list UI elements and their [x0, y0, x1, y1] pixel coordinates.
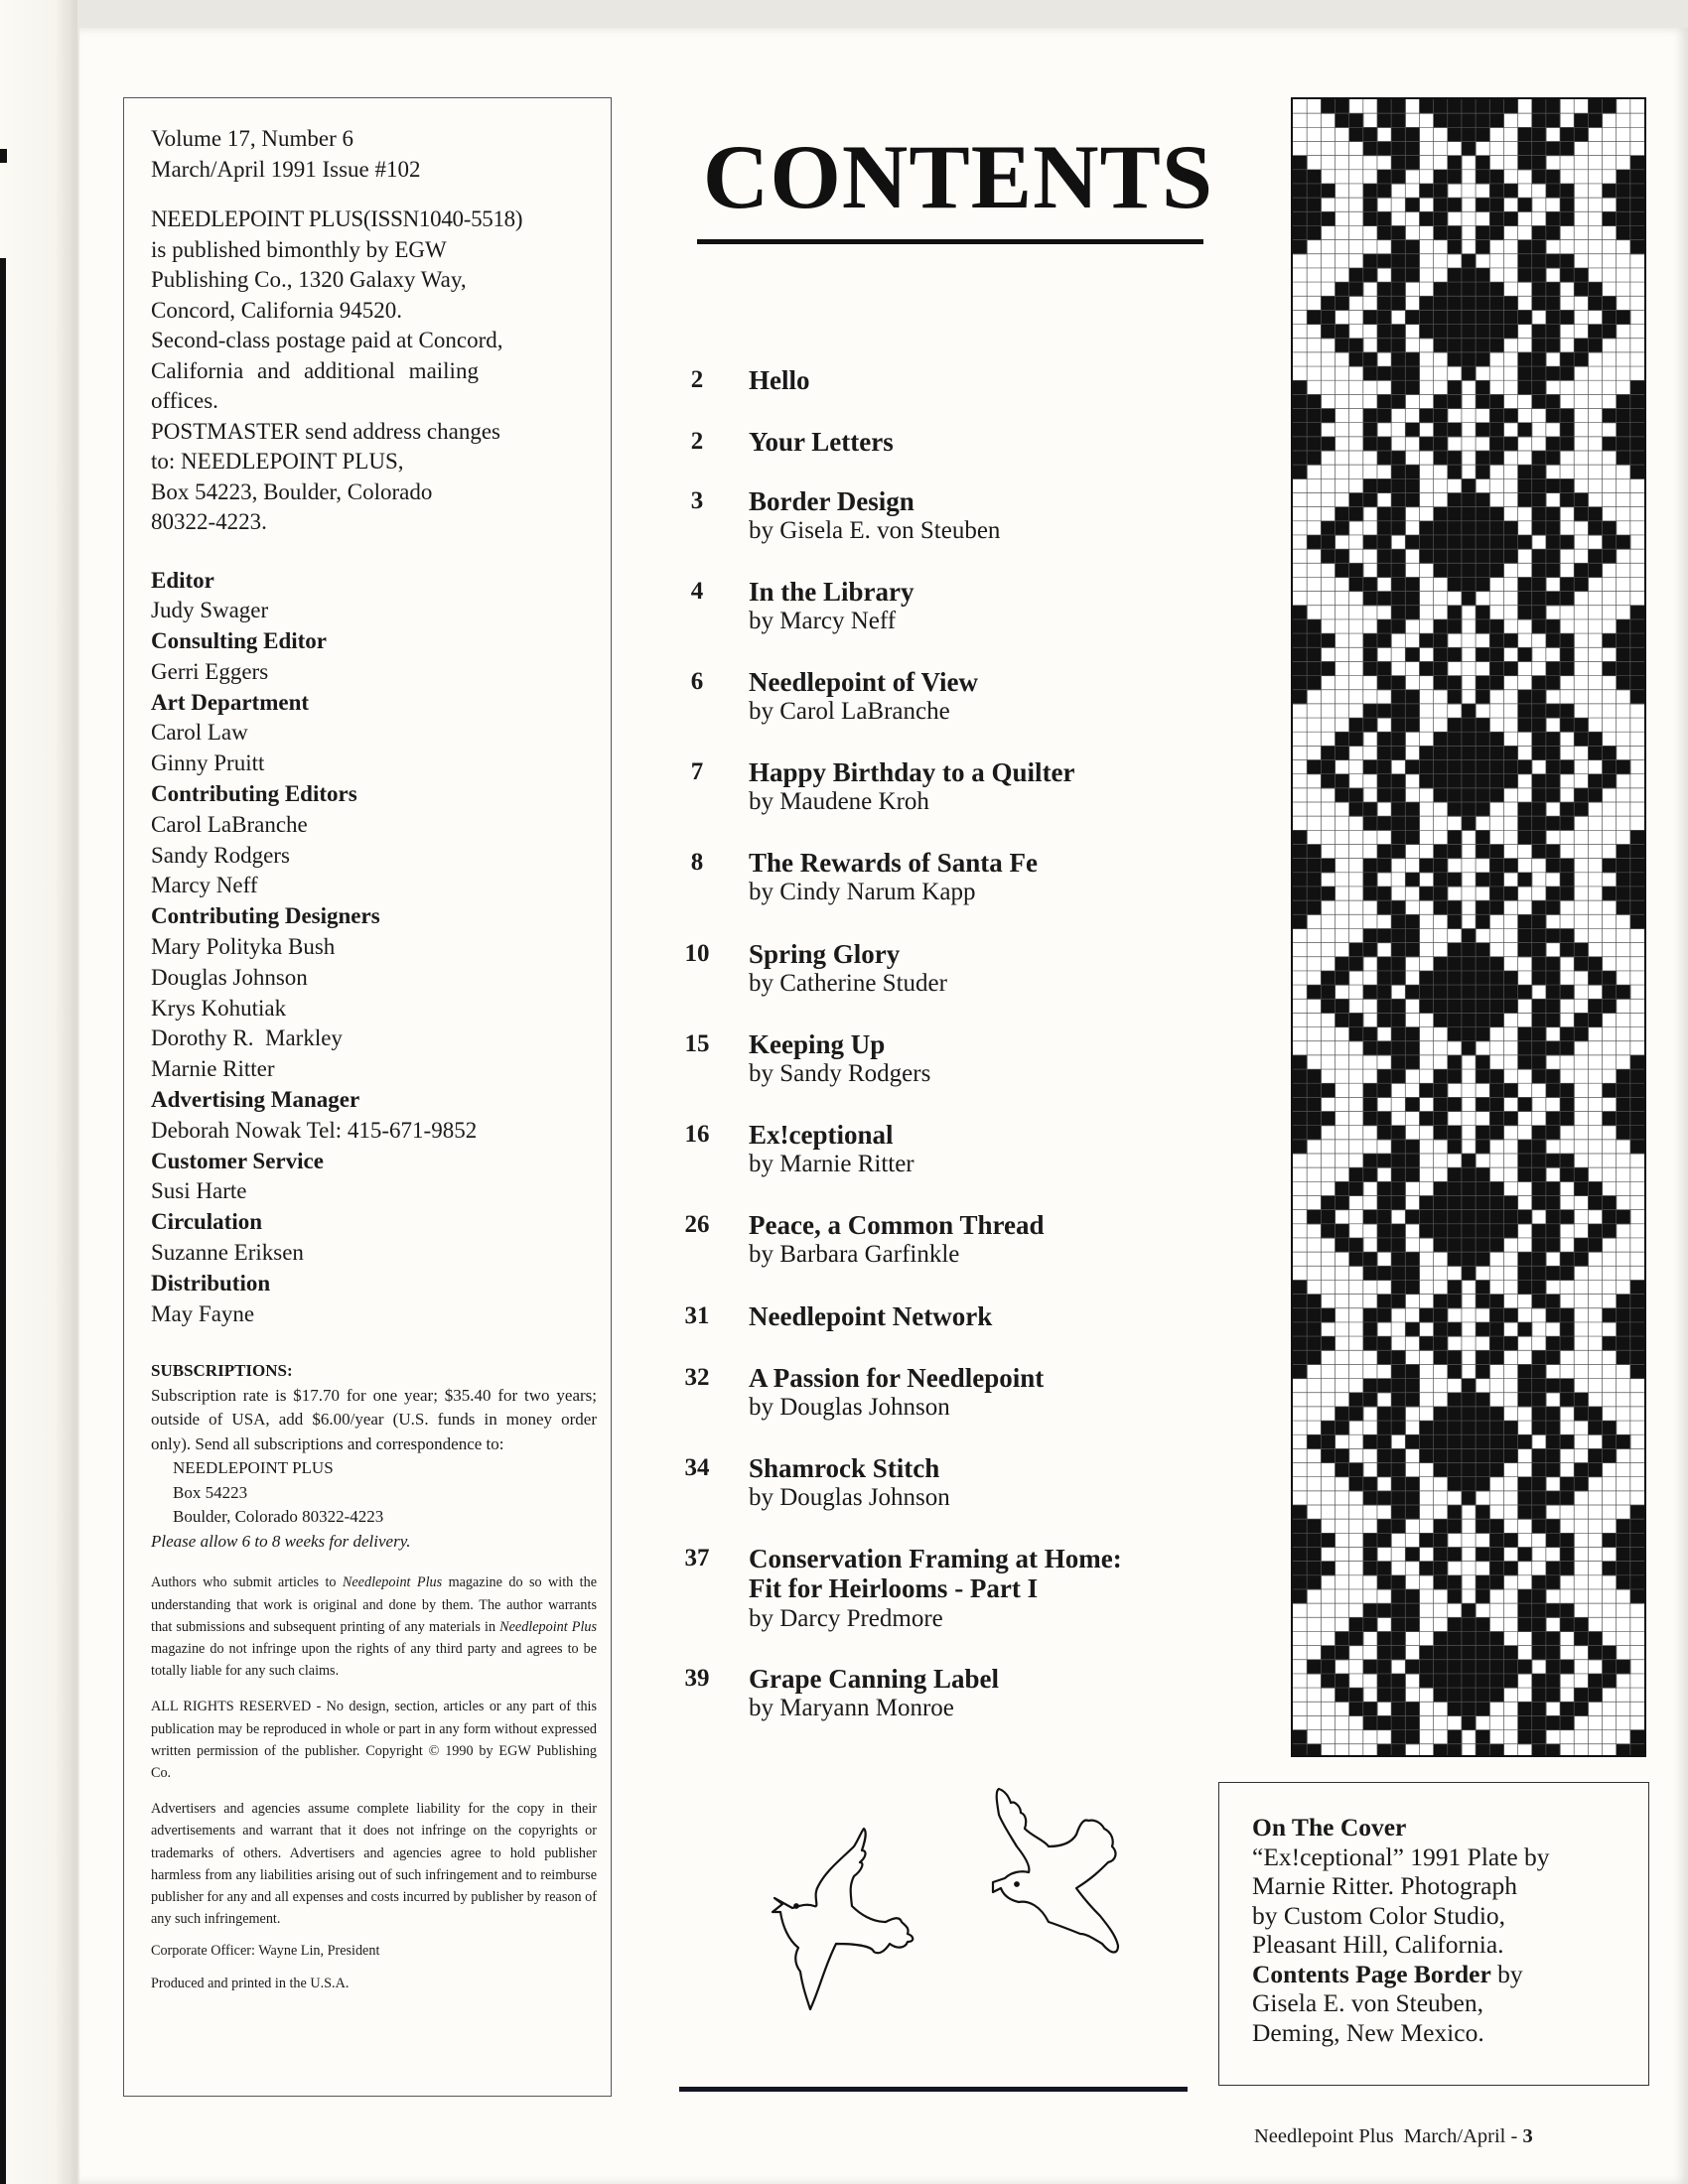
- cover-line: Pleasant Hill, California.: [1252, 1930, 1504, 1959]
- toc-page-number: 3: [690, 487, 704, 514]
- toc-title: Happy Birthday to a Quilter: [749, 757, 1075, 787]
- printed-note: Produced and printed in the U.S.A.: [151, 1975, 350, 1991]
- toc-author: by Catherine Studer: [749, 970, 947, 997]
- toc-author: by Gisela E. von Steuben: [749, 517, 1001, 544]
- toc-page-number: 32: [684, 1364, 710, 1391]
- cover-line: “Ex!ceptional” 1991 Plate by: [1252, 1842, 1550, 1871]
- staff-role: Circulation: [151, 1209, 263, 1235]
- toc-page-number: 2: [690, 366, 704, 393]
- toc-page-number: 6: [690, 668, 704, 695]
- staff-name: Carol Law: [151, 720, 248, 746]
- issue-info: [151, 124, 597, 185]
- staff-name: Suzanne Eriksen: [151, 1240, 304, 1266]
- border-credit: Contents Page Border by: [1252, 1959, 1523, 1988]
- title-rule: [697, 239, 1203, 244]
- publisher-line: offices.: [151, 388, 218, 413]
- staff-name: Deborah Nowak Tel: 415-671-9852: [151, 1117, 478, 1143]
- toc-author: by Cindy Narum Kapp: [749, 879, 976, 905]
- staff-name: May Fayne: [151, 1300, 255, 1326]
- toc-page-number: 4: [690, 578, 704, 605]
- toc-title: Shamrock Stitch: [749, 1453, 940, 1483]
- toc-page-number: 2: [690, 428, 704, 455]
- bottom-rule: [679, 2087, 1188, 2092]
- toc-page-number: 7: [690, 758, 704, 785]
- subscriptions-address-line: Box 54223: [173, 1482, 248, 1502]
- advertisers-notice: Advertisers and agencies assume complete liability for the copy in their advertisements and warrant that it does not infringe on the copyrights or trademarks of others. Advertisers and agencies agree to hold publisher harmless from any liabilities arising out of such infringement and to reimburse publisher for any and all expenses and costs incurred by publisher by reason of any such infringement.: [151, 1801, 597, 1928]
- toc-page-number: 26: [684, 1211, 710, 1238]
- previous-page-mark: [0, 258, 6, 2184]
- needlepoint-chart-border-icon: [1291, 97, 1646, 1757]
- toc-author: by Douglas Johnson: [749, 1484, 950, 1511]
- publisher-line: POSTMASTER send address changes: [151, 418, 500, 444]
- staff-name: Marnie Ritter: [151, 1056, 275, 1082]
- toc-page-number: 37: [684, 1545, 710, 1571]
- page-footer: Needlepoint Plus March/April - 3: [1254, 2125, 1533, 2147]
- toc-page-number: 16: [684, 1121, 710, 1148]
- toc-title: Spring Glory: [749, 939, 901, 969]
- toc-title: Hello: [749, 365, 810, 395]
- cover-line: Deming, New Mexico.: [1252, 2017, 1484, 2047]
- publisher-line: to: NEEDLEPOINT PLUS,: [151, 449, 404, 474]
- publisher-line: is published bimonthly by EGW: [151, 236, 447, 262]
- toc-author: by Maryann Monroe: [749, 1695, 954, 1721]
- staff-name: Douglas Johnson: [151, 964, 308, 990]
- toc-title: Peace, a Common Thread: [749, 1210, 1045, 1240]
- publisher-line: Second-class postage paid at Concord,: [151, 328, 503, 352]
- toc-page-number: 10: [684, 940, 710, 967]
- previous-page-edge: [0, 0, 77, 2184]
- publisher-line: Box 54223, Boulder, Colorado: [151, 478, 433, 504]
- staff-list: [151, 566, 597, 1330]
- staff-name: Judy Swager: [151, 598, 269, 623]
- toc-author: by Darcy Predmore: [749, 1605, 943, 1632]
- toc-title: Grape Canning Label: [749, 1664, 1000, 1694]
- toc-title: Needlepoint of View: [749, 667, 978, 697]
- staff-role: Art Department: [151, 689, 310, 715]
- staff-role: Contributing Designers: [151, 903, 380, 929]
- publisher-line: NEEDLEPOINT PLUS(ISSN1040-5518): [151, 206, 523, 231]
- toc-title: Keeping Up: [749, 1029, 886, 1059]
- toc-author: by Maudene Kroh: [749, 788, 929, 815]
- previous-page-mark: [0, 149, 7, 163]
- toc-author: by Marnie Ritter: [749, 1151, 914, 1177]
- staff-role: Advertising Manager: [151, 1087, 360, 1113]
- rights-notice: ALL RIGHTS RESERVED - No design, section, articles or any part of this publication may be reproduced in whole or part in any form without expressed written permission of the publisher. Copyright © 1990 by EGW Publishing Co.: [151, 1699, 597, 1782]
- delivery-note: Please allow 6 to 8 weeks for delivery.: [151, 1531, 411, 1551]
- cover-line: Marnie Ritter. Photograph: [1252, 1871, 1518, 1900]
- staff-name: Marcy Neff: [151, 873, 258, 898]
- staff-role: Editor: [151, 567, 214, 593]
- subscriptions-section: [151, 1359, 597, 1554]
- two-flying-birds-icon: [755, 1767, 1132, 2025]
- toc-author: by Douglas Johnson: [749, 1394, 950, 1421]
- staff-name: Dorothy R. Markley: [151, 1025, 343, 1051]
- toc-page-number: 31: [684, 1302, 710, 1329]
- publisher-line: Publishing Co., 1320 Galaxy Way,: [151, 267, 467, 292]
- staff-name: Sandy Rodgers: [151, 842, 290, 868]
- subscriptions-address-line: NEEDLEPOINT PLUS: [173, 1458, 334, 1478]
- subscriptions-address-line: Boulder, Colorado 80322-4223: [173, 1507, 384, 1527]
- cover-line: Gisela E. von Steuben,: [1252, 1988, 1483, 2017]
- volume-line: Volume 17, Number 6: [151, 126, 354, 151]
- staff-role: Distribution: [151, 1270, 271, 1296]
- toc-page-number: 34: [684, 1454, 710, 1481]
- staff-role: Consulting Editor: [151, 628, 328, 654]
- masthead-box: [123, 97, 612, 2097]
- page-number: 3: [1522, 2125, 1533, 2147]
- staff-name: Susi Harte: [151, 1178, 247, 1204]
- toc-author: by Barbara Garfinkle: [749, 1241, 960, 1268]
- toc-title: In the Library: [749, 577, 914, 607]
- publisher-info: [151, 205, 597, 538]
- publisher-line: California and additional mailing: [151, 357, 479, 383]
- toc-title: Border Design: [749, 486, 914, 516]
- toc-author: by Sandy Rodgers: [749, 1060, 931, 1087]
- subscriptions-heading: SUBSCRIPTIONS:: [151, 1361, 293, 1381]
- toc-page-number: 39: [684, 1665, 710, 1692]
- date-line: March/April 1991 Issue #102: [151, 156, 421, 182]
- toc-title: A Passion for Needlepoint: [749, 1363, 1045, 1393]
- staff-name: Ginny Pruitt: [151, 751, 265, 776]
- subscriptions-body: Subscription rate is $17.70 for one year; $35.40 for two years; outside of USA, add $6.00/year (U.S. funds in money order only). Send all subscriptions and correspondence to:: [151, 1385, 597, 1453]
- authors-notice: Authors who submit articles to Needlepoint Plus magazine do so with the understanding that work is original and done by them. The author warrants that submissions and subsequent printing of any materials in Needlepoint Plus magazine do not infringe upon the rights of any third party and agrees to be totally liable for any such claims.: [151, 1574, 597, 1680]
- toc-title: The Rewards of Santa Fe: [749, 848, 1038, 878]
- staff-role: Customer Service: [151, 1148, 324, 1173]
- toc-title: Needlepoint Network: [749, 1301, 993, 1331]
- on-the-cover-box: [1218, 1782, 1649, 2086]
- corporate-officer: Corporate Officer: Wayne Lin, President: [151, 1943, 380, 1960]
- toc-page-number: 8: [690, 849, 704, 876]
- toc-title: Ex!ceptional: [749, 1120, 894, 1150]
- staff-role: Contributing Editors: [151, 781, 357, 807]
- staff-name: Krys Kohutiak: [151, 995, 287, 1021]
- staff-name: Mary Polityka Bush: [151, 934, 336, 960]
- cover-heading: On The Cover: [1252, 1813, 1407, 1842]
- staff-name: Carol LaBranche: [151, 811, 308, 837]
- publisher-line: Concord, California 94520.: [151, 297, 402, 323]
- cover-line: by Custom Color Studio,: [1252, 1900, 1506, 1930]
- toc-title: Fit for Heirlooms - Part I: [749, 1573, 1039, 1603]
- publisher-line: 80322-4223.: [151, 509, 267, 534]
- page-title: CONTENTS: [702, 126, 1214, 227]
- toc-author: by Marcy Neff: [749, 608, 897, 634]
- toc-author: by Carol LaBranche: [749, 698, 950, 725]
- staff-name: Gerri Eggers: [151, 658, 269, 684]
- toc-title: Your Letters: [749, 427, 894, 457]
- toc-title: Conservation Framing at Home:: [749, 1544, 1122, 1573]
- toc-page-number: 15: [684, 1030, 710, 1057]
